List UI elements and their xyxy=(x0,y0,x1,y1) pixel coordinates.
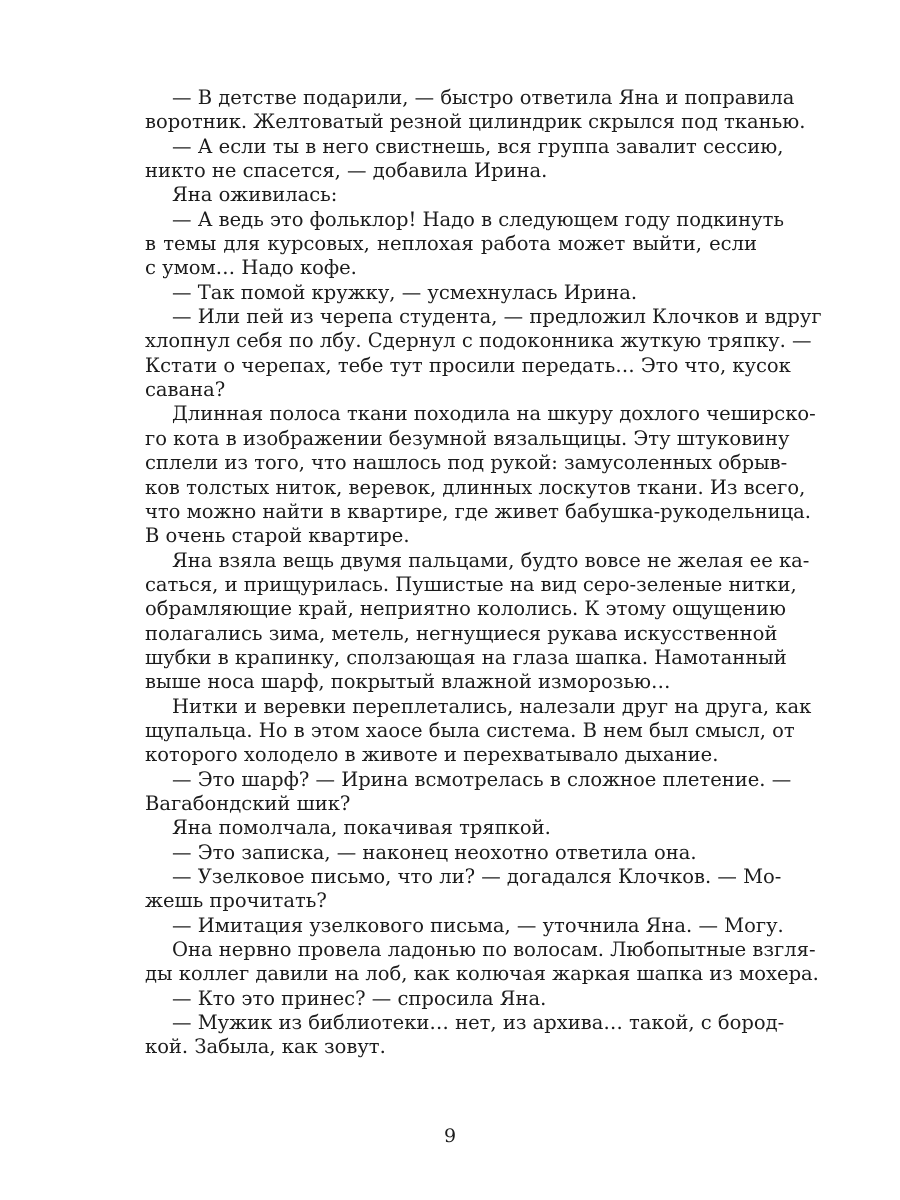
text-line: — А если ты в него свистнешь, вся группа завалит сессию, xyxy=(172,134,784,158)
text-line: щупальца. Но в этом хаосе была система. В нем был смысл, от xyxy=(145,718,795,742)
text-line: савана? xyxy=(145,378,226,402)
text-line: В очень старой квартире. xyxy=(145,524,410,548)
text-line: Яна помолчала, покачивая тряпкой. xyxy=(172,816,551,840)
text-line: — А ведь это фольклор! Надо в следующем году подкинуть xyxy=(172,207,785,231)
text-line: сплели из того, что нашлось под рукой: замусоленных обрыв- xyxy=(145,451,788,475)
text-line: — Узелковое письмо, что ли? — догадался Клочков. — Мо- xyxy=(172,865,782,888)
text-line: го кота в изображении безумной вязальщицы. Эту штуковину xyxy=(145,426,790,450)
text-line: — Кто это принес? — спросила Яна. xyxy=(172,986,547,1010)
text-line: Нитки и веревки переплетались, налезали друг на друга, как xyxy=(172,694,812,718)
text-line: — Это записка, — наконец неохотно ответила она. xyxy=(172,840,697,864)
text-line: хлопнул себя по лбу. Сдернул с подоконника жуткую тряпку. — xyxy=(145,329,812,353)
text-line: полагались зима, метель, негнущиеся рукава искусственной xyxy=(145,621,778,645)
text-line: ды коллег давили на лоб, как колючая жаркая шапка из мохера. xyxy=(145,962,819,986)
text-line: — Это шарф? — Ирина всмотрелась в сложное плетение. — xyxy=(172,767,792,791)
text-line: Она нервно провела ладонью по волосам. Любопытные взгля- xyxy=(172,938,816,962)
page-body xyxy=(145,86,822,1060)
text-line: кой. Забыла, как зовут. xyxy=(145,1035,386,1059)
text-line: — Так помой кружку, — усмехнулась Ирина. xyxy=(172,280,638,304)
text-line: — Или пей из черепа студента, — предложил Клочков и вдруг xyxy=(172,305,822,329)
text-line: с умом… Надо кофе. xyxy=(145,256,357,280)
text-line: шубки в крапинку, сползающая на глаза шапка. Намотанный xyxy=(145,645,787,669)
text-line: воротник. Желтоватый резной цилиндрик скрылся под тканью. xyxy=(145,110,806,134)
page-number: 9 xyxy=(443,1125,457,1147)
text-line: жешь прочитать? xyxy=(145,889,327,913)
text-line: Яна оживилась: xyxy=(172,183,338,207)
text-line: Кстати о черепах, тебе тут просили передать… Это что, кусок xyxy=(145,353,791,377)
text-line: — Мужик из библиотеки… нет, из архива… такой, с бород- xyxy=(172,1011,785,1035)
text-line: в темы для курсовых, неплохая работа может выйти, если xyxy=(145,232,757,256)
text-line: Вагабондский шик? xyxy=(145,791,351,815)
text-line: — Имитация узелкового письма, — уточнила Яна. — Могу. xyxy=(172,913,784,937)
text-line: обрамляющие край, неприятно кололись. К этому ощущению xyxy=(145,597,786,621)
text-line: Яна взяла вещь двумя пальцами, будто вовсе не желая ее ка- xyxy=(172,548,810,572)
text-line: — В детстве подарили, — быстро ответила Яна и поправила xyxy=(172,86,795,109)
text-line: саться, и прищурилась. Пушистые на вид серо-зеленые нитки, xyxy=(145,572,797,596)
text-line: которого холодело в животе и перехватывало дыхание. xyxy=(145,743,719,767)
text-line: выше носа шарф, покрытый влажной изморозью… xyxy=(145,670,671,694)
text-line: ков толстых ниток, веревок, длинных лоскутов ткани. Из всего, xyxy=(145,475,806,499)
text-line: что можно найти в квартире, где живет бабушка-рукодельница. xyxy=(145,499,811,523)
text-line: Длинная полоса ткани походила на шкуру дохлого чеширско- xyxy=(172,402,816,426)
text-line: никто не спасется, — добавила Ирина. xyxy=(145,159,548,183)
